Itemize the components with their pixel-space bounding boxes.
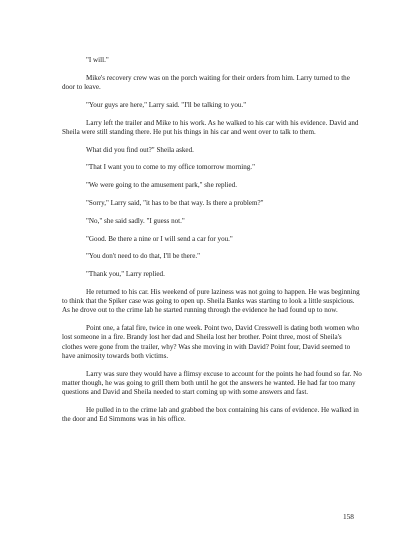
paragraph-8: "Sorry," Larry said, "it has to be that way. Is there a problem?" — [86, 198, 264, 207]
paragraph-9: "No," she said sadly. "I guess not." — [86, 216, 185, 225]
paragraph-6: "That I want you to come to my office tomorrow morning." — [86, 163, 255, 172]
paragraph-14: Point one, a fatal fire, twice in one week. Point two, David Cresswell is dating both women who lost someone in a fire. Brandy lost her dad and Sheila lost her brother. Point three, most of Sheila's clothes were gone from the trailer, why? Was she moving in with David? Point four, David seemed to have animosity towards both victims. — [62, 324, 360, 360]
paragraph-5: What did you find out?" Sheila asked. — [86, 145, 194, 154]
paragraph-10: "Good. Be there a nine or I will send a car for you." — [86, 234, 233, 243]
page-number: 158 — [343, 512, 354, 521]
paragraph-2: Mike's recovery crew was on the porch waiting for their orders from him. Larry turned to the door to leave. — [62, 73, 350, 91]
paragraph-3: "Your guys are here," Larry said. "I'll be talking to you." — [86, 100, 247, 109]
paragraph-12: "Thank you," Larry replied. — [86, 270, 165, 279]
paragraph-4: Larry left the trailer and Mike to his work. As he walked to his car with his evidence. David and Sheila were still standing there. He put his things in his car and went over to talk to them. — [62, 118, 359, 136]
paragraph-15: Larry was sure they would have a flimsy excuse to account for the points he had found so far. No matter though, he was going to grill them both until he got the answers he wanted. He had far too many questions and David and Sheila needed to start coming up with some answers and fast. — [62, 369, 362, 396]
body-text — [62, 56, 362, 433]
paragraph-16: He pulled in to the crime lab and grabbed the box containing his cans of evidence. He walked in the door and Ed Simmons was in his office. — [62, 405, 359, 423]
paragraph-13: He returned to his car. His weekend of pure laziness was not going to happen. He was beginning to think that the Spiker case was going to open up. Sheila Banks was starting to look a little suspicious. As he drove out to the crime lab he started running through the evidence he had found up to now. — [62, 287, 360, 315]
paragraph-1: "I will." — [86, 56, 109, 64]
paragraph-11: "You don't need to do that, I'll be there." — [86, 252, 201, 261]
paragraph-7: "We were going to the amusement park," she replied. — [86, 181, 237, 190]
